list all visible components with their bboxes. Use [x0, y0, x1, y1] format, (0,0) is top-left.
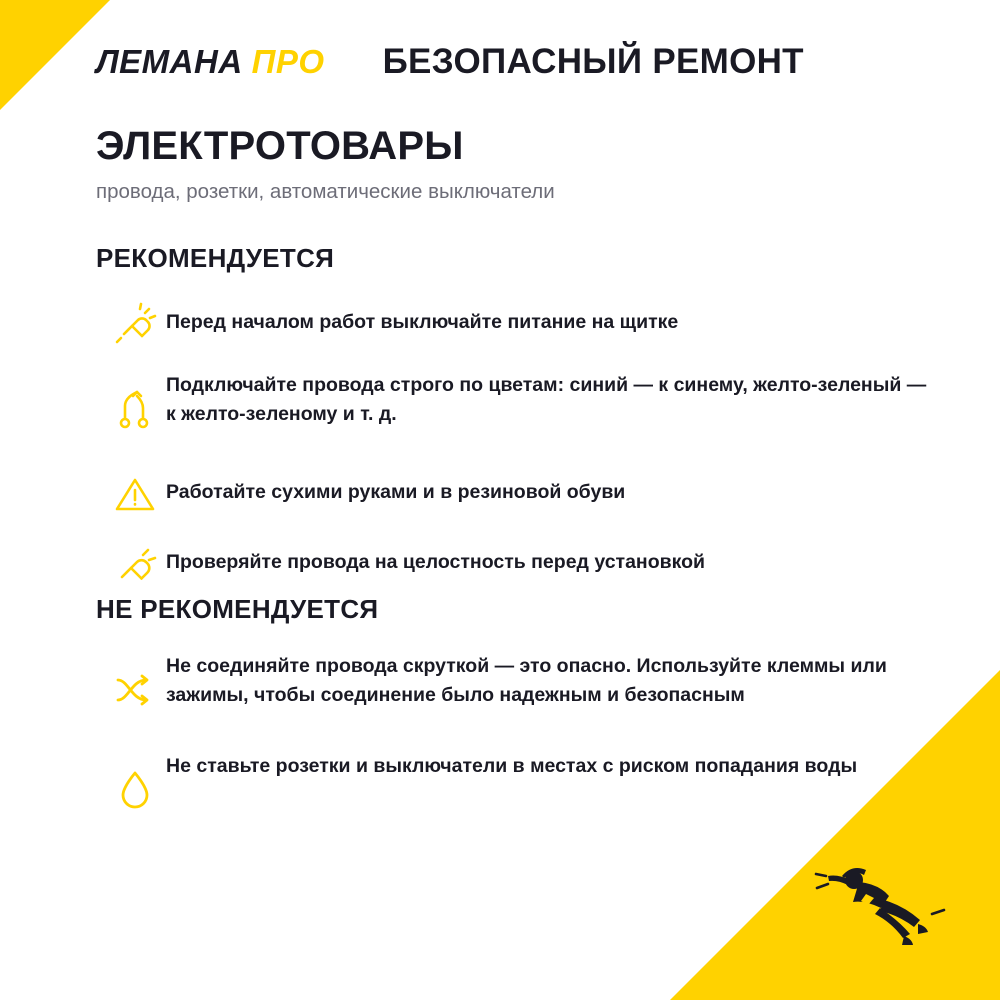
list-item: [96, 470, 936, 518]
list-item-text: Перед началом работ выключайте питание на щитке: [166, 311, 679, 333]
list-item-text: Не ставьте розетки и выключатели в местах с риском попадания воды: [166, 755, 858, 777]
section-recommended: [96, 243, 936, 610]
page-subtitle: провода, розетки, автоматические выключатели: [96, 180, 555, 203]
corner-decoration-top-left: [0, 0, 110, 110]
plug-check-icon: [104, 540, 166, 588]
logo-pro-text: ПРО: [251, 43, 325, 80]
twisted-wires-icon: [104, 651, 166, 729]
brand-logo: [96, 43, 325, 81]
list-item: [96, 751, 936, 829]
list-item: [96, 651, 936, 729]
plug-off-icon: [104, 300, 166, 348]
logo-main-text: ЛЕМАНА: [96, 43, 243, 80]
list-item-text: Не соединяйте провода скруткой — это опасно. Используйте клеммы или зажимы, чтобы соединение было надежным и безопасным: [166, 655, 887, 706]
water-drop-icon: [104, 751, 166, 829]
section-not-recommended: [96, 594, 936, 851]
page-title: ЭЛЕКТРОТОВАРЫ: [96, 124, 464, 168]
header-title: БЕЗОПАСНЫЙ РЕМОНТ: [382, 42, 804, 81]
list-item-text: Подключайте провода строго по цветам: синий — к синему, желто-зеленый — к желто-зеленому и т. д.: [166, 374, 927, 425]
warning-triangle-icon: [104, 470, 166, 518]
header: [96, 42, 804, 82]
list-item: [96, 300, 936, 348]
flying-worker-mascot: [814, 854, 964, 964]
list-item: [96, 540, 936, 588]
list-item: [96, 370, 936, 448]
section-title-not-recommended: НЕ РЕКОМЕНДУЕТСЯ: [96, 594, 379, 624]
list-item-text: Работайте сухими руками и в резиновой обуви: [166, 481, 626, 503]
section-title-recommended: РЕКОМЕНДУЕТСЯ: [96, 243, 335, 273]
wire-colors-icon: [104, 370, 166, 448]
list-item-text: Проверяйте провода на целостность перед установкой: [166, 551, 706, 573]
